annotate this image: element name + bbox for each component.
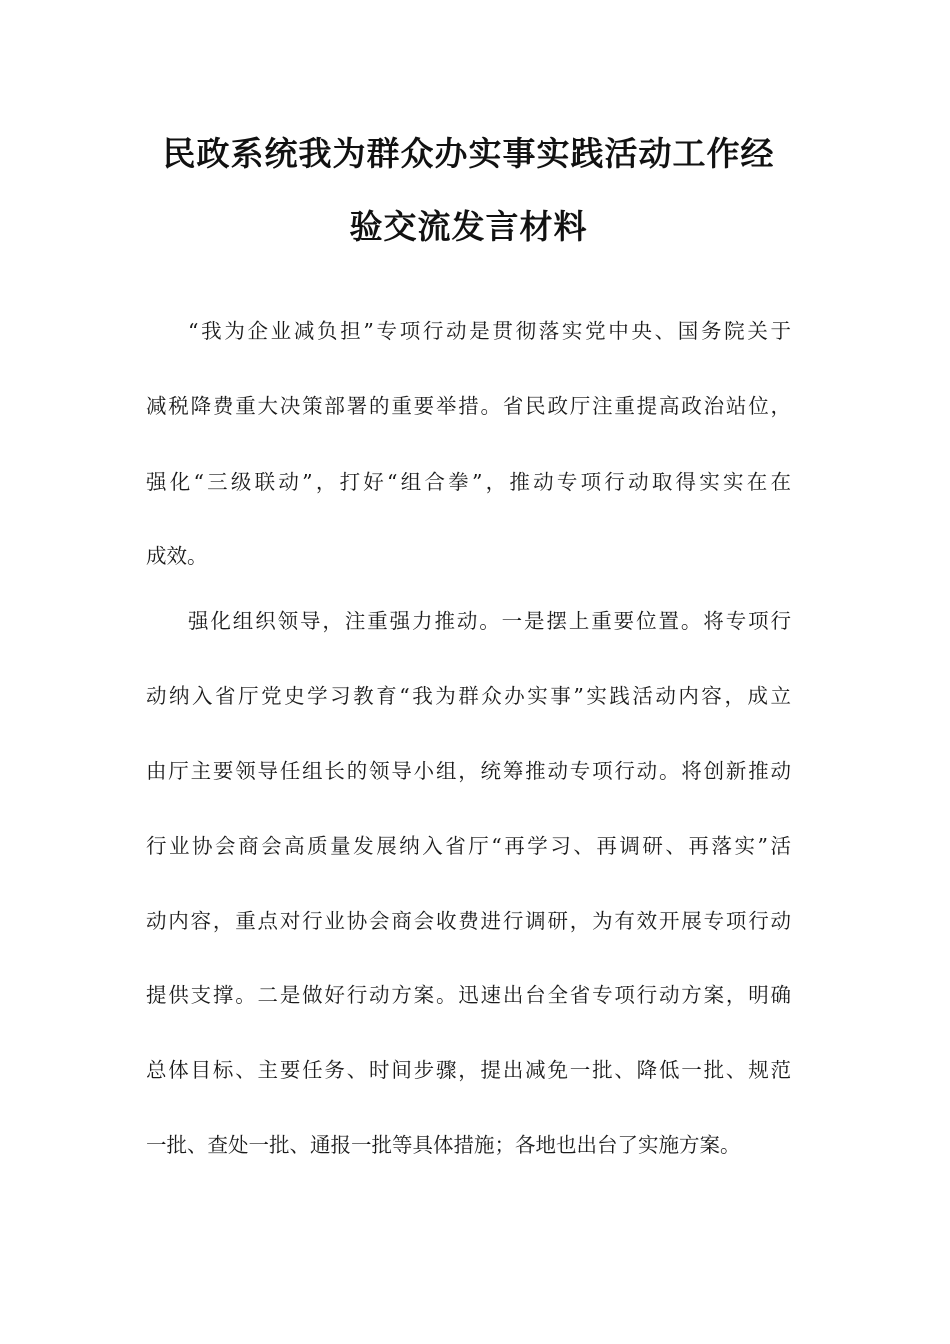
paragraph-1-line-3: 强化“三级联动”，打好“组合拳”，推动专项行动取得实实在在 — [146, 470, 791, 494]
paragraph-2-line-7: 总体目标、主要任务、时间步骤，提出减免一批、降低一批、规范 — [146, 1058, 791, 1082]
paragraph-2-line-8: 一批、查处一批、通报一批等具体措施；各地也出台了实施方案。 — [146, 1133, 741, 1157]
paragraph-2-line-4: 行业协会商会高质量发展纳入省厅“再学习、再调研、再落实”活 — [146, 834, 791, 858]
paragraph-2-line-3: 由厅主要领导任组长的领导小组，统筹推动专项行动。将创新推动 — [146, 759, 791, 783]
paragraph-1-line-4: 成效。 — [146, 544, 208, 568]
paragraph-1-line-1: “我为企业减负担”专项行动是贯彻落实党中央、国务院关于 — [188, 319, 791, 343]
document-title-line-2: 验交流发言材料 — [349, 207, 588, 246]
document-title-line-1: 民政系统我为群众办实事实践活动工作经 — [162, 134, 775, 173]
paragraph-2-line-6: 提供支撑。二是做好行动方案。迅速出台全省专项行动方案，明确 — [146, 983, 791, 1007]
paragraph-2-line-5: 动内容，重点对行业协会商会收费进行调研，为有效开展专项行动 — [146, 909, 791, 933]
paragraph-1-line-2: 减税降费重大决策部署的重要举措。省民政厅注重提高政治站位， — [146, 394, 791, 418]
paragraph-2-line-2: 动纳入省厅党史学习教育“我为群众办实事”实践活动内容，成立 — [146, 684, 791, 708]
paragraph-2-line-1: 强化组织领导，注重强力推动。一是摆上重要位置。将专项行 — [188, 609, 791, 633]
